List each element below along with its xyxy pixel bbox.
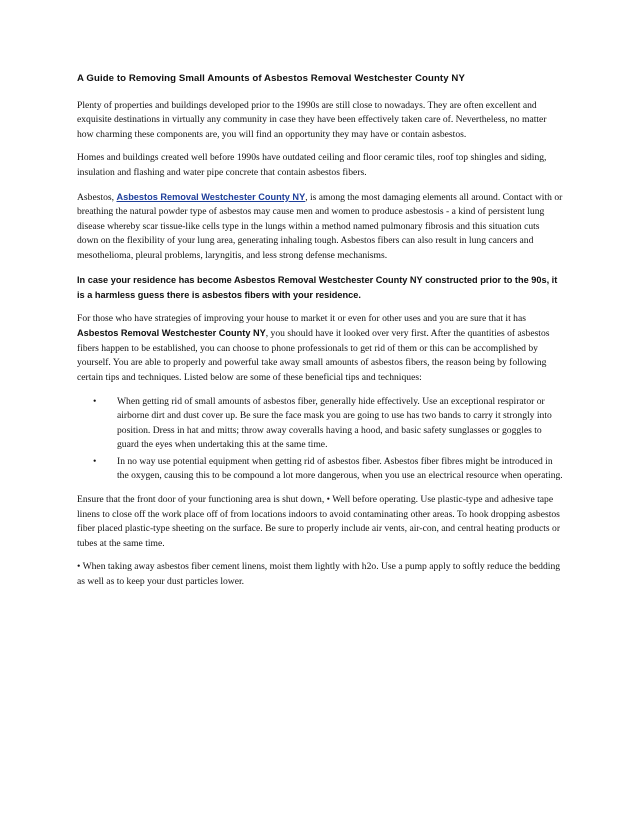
- paragraph-asbestos-pre: Asbestos,: [77, 191, 117, 203]
- paragraph-bold-residence: In case your residence has become Asbestos Removal Westchester County NY constructed prior to the 90s, it is a harmless guess there is asbestos fibers with your residence.: [77, 274, 558, 300]
- paragraph-cement-linens: • When taking away asbestos fiber cement linens, moist them lightly with h2o. Use a pump apply to softly reduce the bedding as well as to keep your dust particles lower.: [77, 561, 561, 588]
- list-item-text: In no way use potential equipment when getting rid of asbestos fiber. Asbestos fiber fibres might be introduced in the oxygen, causing this to be compound a lot more dangerous, when you use an electrical resource when operating.: [117, 455, 563, 482]
- paragraph-asbestos-dangers: [77, 190, 563, 264]
- document-title: A Guide to Removing Small Amounts of Asbestos Removal Westchester County NY: [77, 73, 465, 84]
- tips-list: [77, 395, 563, 485]
- bullet-icon: •: [93, 395, 97, 407]
- paragraph-intro: Plenty of properties and buildings developed prior to the 1990s are still close to nowadays. They are often excellent and exquisite destinations in virtually any community in case they have been effectively taken care of. Nevertheless, no matter how charming these components are, you will find an opportunity they may have or contain asbestos.: [77, 99, 547, 140]
- paragraph-improving-house: [77, 312, 563, 386]
- paragraph-improving-post: , you should have it looked over very first. After the quantities of asbestos fibers happen to be established, you can choose to phone professionals to get rid of them or this can be accomplished by yourself. You are able to properly and powerful take away small amounts of asbestos fibers, the reason being by following certain tips and techniques. Listed below are some of these beneficial tips and techniques:: [77, 328, 550, 383]
- list-item-text: When getting rid of small amounts of asbestos fiber, generally hide effectively. Use an exceptional respirator or airborne dirt and dust cover up. Be sure the face mask you are going to use has two bands to carry it strongly into position. Dress in hat and mitts; throw away coveralls having a hood, and basic safety sunglasses or goggles to guard the eyes when undertaking this at the same time.: [117, 395, 552, 451]
- list-item: [77, 395, 563, 453]
- paragraph-improving-pre: For those who have strategies of improving your house to market it or even for other uses and you are sure that it has: [77, 312, 526, 324]
- paragraph-asbestos-post: , is among the most damaging elements all around. Contact with or breathing the natural powder type of asbestos may cause men and women to produce asbestosis - a kind of persistent lung disease whereby scar tissue-like cells type in the lungs within a method named pulmonary fibrosis and this situation cuts down on the flexibility of your lung area, generating inhaling tough. Asbestos fibers can also result in lung cancers and mesothelioma, pleural problems, laryngitis, and less strong defense mechanisms.: [77, 191, 563, 261]
- asbestos-removal-link[interactable]: Asbestos Removal Westchester County NY: [116, 191, 306, 202]
- bullet-icon: •: [93, 455, 97, 467]
- list-item: [77, 455, 563, 484]
- paragraph-old-buildings: Homes and buildings created well before 1990s have outdated ceiling and floor ceramic tiles, roof top shingles and siding, insulation and flashing and water pipe concrete that contain asbestos fibers.: [77, 152, 547, 178]
- paragraph-work-area: Ensure that the front door of your functioning area is shut down, • Well before operating. Use plastic-type and adhesive tape linens to close off the work place off of from locations indoors to avoid contaminating other areas. To hook dropping asbestos fiber placed plastic-type sheeting on the surface. Be sure to properly include air vents, air-con, and central heating products or tubes at the same time.: [77, 494, 561, 549]
- paragraph-improving-bold: Asbestos Removal Westchester County NY: [77, 328, 266, 339]
- document-page: [77, 72, 563, 599]
